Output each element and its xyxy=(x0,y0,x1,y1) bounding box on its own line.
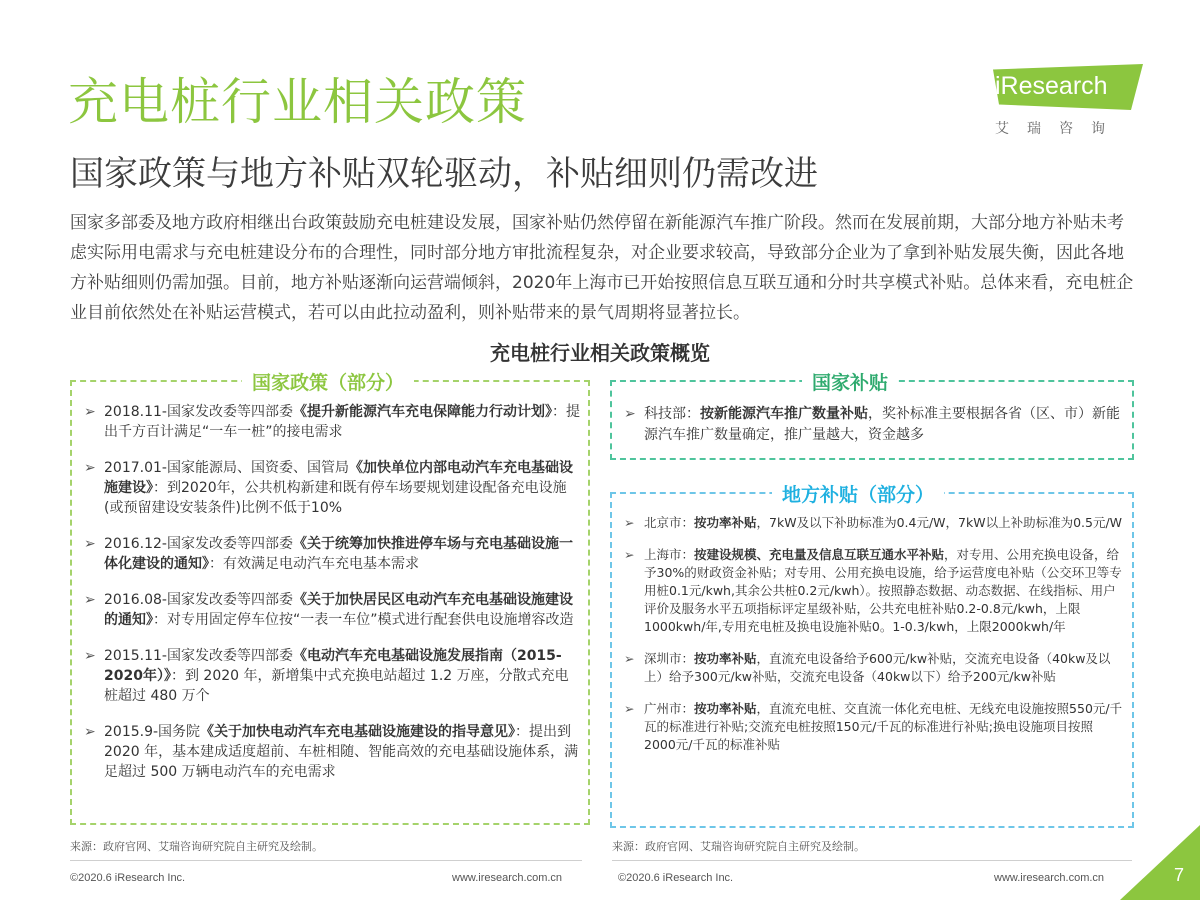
item-text: 2018.11-国家发改委等四部委 xyxy=(104,404,293,420)
footer-copyright-left: ©2020.6 iResearch Inc. xyxy=(70,872,186,884)
item-text: ：提出到 2020 年，基本建成适度超前、车桩相随、智能高效的充电基础设施体系，满足超过 500 万辆电动汽车的充电需求 xyxy=(104,724,579,780)
arrow-bullet-icon: ➢ xyxy=(624,515,635,530)
arrow-bullet-icon: ➢ xyxy=(624,701,635,716)
item-text: 2016.12-国家发改委等四部委 xyxy=(104,536,293,552)
list-item xyxy=(624,404,1124,446)
item-text: ，直流充电设备给予600元/kw补贴，交流充电设备（40kw及以上）给予300元/kw补贴，交流充电设备（40kw以下）给予200元/kw补贴 xyxy=(644,651,1111,684)
list-item xyxy=(84,534,580,574)
local-subsidy-list xyxy=(624,514,1124,768)
footer-divider-left xyxy=(70,860,582,861)
item-text: ：到 2020 年，新增集中式充换电站超过 1.2 万座，分散式充电桩超过 480 万个 xyxy=(104,668,569,704)
item-text: ，7kW及以下补助标准为0.4元/W，7kW以上补助标准为0.5元/W xyxy=(756,515,1123,530)
item-title: 按新能源汽车推广数量补贴 xyxy=(700,406,868,422)
logo-cn-text: 艾瑞咨询 xyxy=(995,121,1123,137)
local-subsidy-title: 地方补贴（部分） xyxy=(772,480,944,507)
arrow-bullet-icon: ➢ xyxy=(624,651,635,666)
item-title: 按功率补贴 xyxy=(694,515,757,530)
item-text: 广州市： xyxy=(644,701,695,716)
item-text: 2015.11-国家发改委等四部委 xyxy=(104,648,293,664)
list-item xyxy=(624,514,1124,532)
list-item xyxy=(624,546,1124,636)
local-subsidy-panel xyxy=(610,484,1134,828)
item-text: 上海市： xyxy=(644,547,695,562)
corner-accent xyxy=(1120,825,1200,900)
item-text: 北京市： xyxy=(644,515,695,530)
list-item xyxy=(84,458,580,518)
item-text: 2015.9-国务院 xyxy=(104,724,201,740)
item-text: 2016.08-国家发改委等四部委 xyxy=(104,592,293,608)
source-note-left: 来源：政府官网、艾瑞咨询研究院自主研究及绘制。 xyxy=(70,840,323,853)
list-item xyxy=(84,646,580,706)
arrow-bullet-icon: ➢ xyxy=(84,592,96,608)
item-text: 科技部： xyxy=(644,406,700,422)
source-note-right: 来源：政府官网、艾瑞咨询研究院自主研究及绘制。 xyxy=(612,840,865,853)
arrow-bullet-icon: ➢ xyxy=(624,547,635,562)
national-subsidy-list xyxy=(624,404,1124,446)
page-number: 7 xyxy=(1173,865,1184,885)
item-title: 《关于加快居民区电动汽车充电基础设施建设的通知》 xyxy=(104,592,573,628)
arrow-bullet-icon: ➢ xyxy=(84,536,96,552)
item-text: ：有效满足电动汽车充电基本需求 xyxy=(209,556,419,572)
arrow-bullet-icon: ➢ xyxy=(84,404,96,420)
logo-brand-text: iResearch xyxy=(995,72,1108,100)
item-text: ：提出千方百计满足“一车一桩”的接电需求 xyxy=(104,404,580,440)
item-text: 深圳市： xyxy=(644,651,695,666)
overview-title: 充电桩行业相关政策概览 xyxy=(490,341,710,365)
item-title: 按功率补贴 xyxy=(694,651,757,666)
arrow-bullet-icon: ➢ xyxy=(84,648,96,664)
item-text: ，奖补标准主要根据各省（区、市）新能源汽车推广数量确定，推广量越大，资金越多 xyxy=(644,406,1120,443)
national-subsidy-panel xyxy=(610,372,1134,460)
list-item xyxy=(624,700,1124,754)
arrow-bullet-icon: ➢ xyxy=(624,406,636,422)
page-subtitle: 国家政策与地方补贴双轮驱动，补贴细则仍需改进 xyxy=(70,154,818,194)
iresearch-logo xyxy=(985,64,1145,144)
footer-copyright-right: ©2020.6 iResearch Inc. xyxy=(618,872,734,884)
arrow-bullet-icon: ➢ xyxy=(84,724,96,740)
national-subsidy-title: 国家补贴 xyxy=(802,368,898,395)
footer-divider-right xyxy=(612,860,1132,861)
footer-url-right[interactable]: www.iresearch.com.cn xyxy=(994,872,1105,884)
item-text: ：到2020年，公共机构新建和既有停车场要规划建设配备充电设施(或预留建设安装条件)比例不低于10% xyxy=(104,480,567,516)
item-text: ，直流充电桩、交直流一体化充电桩、无线充电设施按照550元/千瓦的标准进行补贴;交流充电桩按照150元/千瓦的标准进行补贴;换电设施项目按照2000元/千瓦的标准补贴 xyxy=(644,701,1123,752)
list-item xyxy=(84,402,580,442)
item-title: 《加快单位内部电动汽车充电基础设施建设》 xyxy=(104,460,573,496)
arrow-bullet-icon: ➢ xyxy=(84,460,96,476)
item-text: 2017.01-国家能源局、国资委、国管局 xyxy=(104,460,349,476)
footer-url-left[interactable]: www.iresearch.com.cn xyxy=(452,872,563,884)
list-item xyxy=(84,722,580,782)
item-text: ：对专用固定停车位按“一表一车位”模式进行配套供电设施增容改造 xyxy=(153,612,574,628)
list-item xyxy=(84,590,580,630)
national-policy-list xyxy=(84,402,580,798)
item-title: 按功率补贴 xyxy=(694,701,757,716)
item-text: ，对专用、公用充换电设备，给予30%的财政资金补贴；对专用、公用充换电设施，给予运营度电补贴（公交环卫等专用桩0.1元/kwh,其余公共桩0.2元/kwh）。按照静态数据、动态数据、在线指标、用户评价及服务水平五项指标评定星级补贴，公共充电桩补贴0.2-0.8元/kwh，上限1000kwh/年,专用充电桩及换电设施补贴0。1-0.3/kwh，上限2000kwh/年 xyxy=(644,547,1122,634)
national-policy-panel xyxy=(70,372,590,825)
item-title: 《关于统筹加快推进停车场与充电基础设施一体化建设的通知》 xyxy=(104,536,573,572)
national-policy-title: 国家政策（部分） xyxy=(242,368,414,395)
item-title: 《关于加快电动汽车充电基础设施建设的指导意见》 xyxy=(200,724,516,740)
intro-paragraph: 国家多部委及地方政府相继出台政策鼓励充电桩建设发展，国家补贴仍然停留在新能源汽车推广阶段。然而在发展前期，大部分地方补贴未考虑实际用电需求与充电桩建设分布的合理性，同时部分地方审批流程复杂，对企业要求较高，导致部分企业为了拿到补贴发展失衡，因此各地方补贴细则仍需加强。目前，地方补贴逐渐向运营端倾斜，2020年上海市已开始按照信息互联互通和分时共享模式补贴。总体来看，充电桩企业目前依然处在补贴运营模式，若可以由此拉动盈利，则补贴带来的景气周期将显著拉长。 xyxy=(70,213,1134,323)
item-title: 《提升新能源汽车充电保障能力行动计划》 xyxy=(292,404,552,420)
list-item xyxy=(624,650,1124,686)
page-title: 充电桩行业相关政策 xyxy=(68,73,527,131)
item-title: 《电动汽车充电基础设施发展指南（2015-2020年）》 xyxy=(104,648,562,684)
item-title: 按建设规模、充电量及信息互联互通水平补贴 xyxy=(694,547,945,562)
